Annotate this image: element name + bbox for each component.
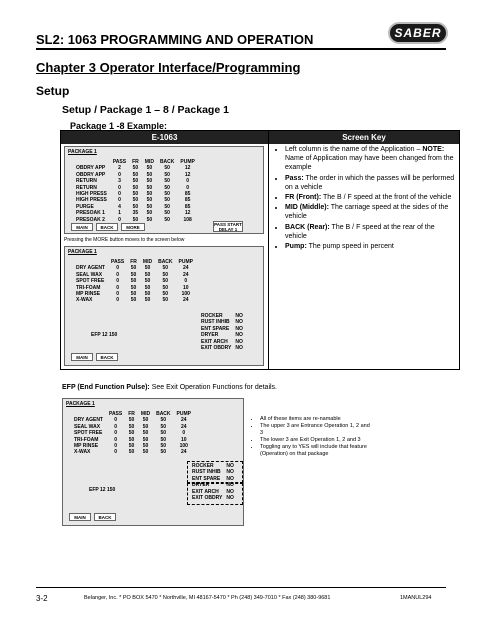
back-value[interactable]: 50 (160, 430, 167, 437)
application-name[interactable]: MP RINSE (76, 291, 101, 298)
key-item: • Pump: The pump speed in percent (285, 242, 455, 251)
application-name[interactable]: RETURN (76, 184, 97, 191)
application-name[interactable]: SPOT FREE (74, 430, 103, 437)
mid-value[interactable]: 50 (146, 165, 153, 172)
application-name[interactable]: SPOT FREE (76, 278, 105, 285)
bullet-item: • The upper 3 are Entrance Operation 1, 2 and 3 (260, 423, 370, 437)
screen1-grid (73, 159, 198, 223)
back-value[interactable]: 50 (164, 184, 170, 191)
fr-value[interactable]: 50 (132, 178, 139, 185)
main-button[interactable]: MAIN (71, 223, 93, 231)
section-heading: Setup (36, 84, 70, 98)
package-screen-3 (62, 398, 244, 526)
pump-value[interactable]: 24 (182, 271, 189, 278)
status-value[interactable]: NO (226, 469, 234, 476)
bullet-item: • Toggling any to YES will include that feature (Operation) on that package (260, 444, 370, 458)
back-value[interactable]: 50 (162, 265, 169, 272)
back-value[interactable]: 50 (164, 165, 170, 172)
pump-value[interactable]: 85 (184, 203, 191, 210)
key-item: • MID (Middle): The carriage speed at the sides of the vehicle (285, 203, 455, 221)
screen-title: PACKAGE 1 (68, 149, 97, 155)
status-value[interactable]: NO (226, 495, 234, 502)
application-name[interactable]: OBDRY APP (76, 171, 106, 178)
pump-value[interactable]: 0 (184, 278, 188, 285)
mid-value[interactable]: 50 (146, 203, 153, 210)
back-value[interactable]: 50 (164, 197, 170, 204)
application-name[interactable]: OBDRY APP (76, 165, 106, 172)
pass-value[interactable]: 0 (114, 423, 117, 430)
grid-header-cell: MID (140, 411, 151, 417)
pump-value[interactable]: 108 (183, 216, 192, 223)
pass-value[interactable]: 0 (116, 291, 119, 298)
pass-value[interactable]: 0 (114, 436, 117, 443)
status-value[interactable]: NO (235, 332, 243, 339)
status-label: EXIT ARCH (201, 338, 228, 345)
status-row[interactable] (199, 345, 245, 351)
pass-value[interactable]: 1 (118, 210, 121, 217)
pass-value[interactable]: 0 (118, 191, 121, 198)
fr-value[interactable]: 50 (128, 423, 135, 430)
fr-value[interactable]: 50 (128, 443, 135, 450)
application-name[interactable]: DRY AGENT (74, 417, 103, 424)
back-value[interactable]: 50 (164, 210, 170, 217)
table-row[interactable] (73, 297, 196, 303)
status-value[interactable]: NO (235, 345, 243, 352)
pass-value[interactable]: 0 (116, 284, 119, 291)
footer-divider (36, 587, 446, 588)
fr-value[interactable]: 50 (132, 197, 139, 204)
screen-column-header: E-1063 (61, 131, 268, 144)
pass-value[interactable]: 0 (118, 184, 121, 191)
status-value[interactable]: NO (235, 319, 243, 326)
mid-value[interactable]: 50 (142, 430, 149, 437)
application-name[interactable]: PURGE (76, 203, 94, 210)
status-label: EXIT OBDRY (192, 495, 223, 502)
pump-value[interactable]: 12 (184, 210, 191, 217)
application-name[interactable]: X-WAX (74, 449, 91, 456)
chapter-title: Chapter 3 Operator Interface/Programming (36, 60, 301, 75)
mid-value[interactable]: 50 (144, 265, 151, 272)
pump-value[interactable]: 85 (184, 197, 191, 204)
delay-value: 1 (234, 227, 238, 232)
grid-header-cell: MID (144, 159, 154, 165)
status-label: EXIT ARCH (192, 488, 219, 495)
efp-value[interactable]: EFP 12 150 (91, 332, 118, 338)
pass-start-label: PASS START (214, 222, 242, 227)
fr-value[interactable]: 50 (132, 184, 139, 191)
more-button[interactable]: MORE (121, 223, 145, 231)
application-name[interactable]: TRI-FOAM (74, 436, 99, 443)
fr-value[interactable]: 50 (132, 171, 139, 178)
pump-value[interactable]: 0 (186, 184, 189, 191)
grid-header-cell: FR (128, 411, 135, 417)
fr-value[interactable]: 50 (132, 216, 139, 223)
fr-value[interactable]: 50 (128, 449, 135, 456)
header-divider (36, 48, 446, 50)
mid-value[interactable]: 50 (146, 178, 153, 185)
status-label: EXIT OBDRY (201, 345, 232, 352)
pump-value[interactable]: 0 (182, 430, 186, 437)
pass-value[interactable]: 0 (114, 417, 117, 424)
pass-value[interactable]: 0 (114, 449, 117, 456)
mid-value[interactable]: 50 (146, 197, 153, 204)
mid-value[interactable]: 50 (146, 171, 153, 178)
more-button-note: Pressing the MORE button moves to the screen below (64, 237, 185, 243)
screen-key-column (269, 131, 459, 369)
back-value[interactable]: 50 (162, 291, 169, 298)
back-value[interactable]: 50 (164, 203, 170, 210)
pass-value[interactable]: 0 (118, 171, 121, 178)
key-note-text: Name of Application may have been changed from the example (285, 155, 454, 172)
grid-header-cell: PUMP (180, 159, 195, 165)
screen-column (61, 131, 269, 369)
manual-number: 1MANUL294 (400, 595, 432, 601)
saber-logo (388, 22, 448, 44)
application-name[interactable]: PRESOAK 1 (76, 210, 105, 217)
pump-value[interactable]: 12 (184, 171, 191, 178)
back-value[interactable]: 50 (164, 191, 170, 198)
pass-value[interactable]: 0 (116, 297, 119, 304)
mid-value[interactable]: 50 (146, 210, 153, 217)
pass-value[interactable]: 4 (118, 203, 121, 210)
main-button[interactable]: MAIN (69, 513, 91, 521)
application-name[interactable]: HIGH PRESS (76, 197, 107, 204)
application-name[interactable]: X-WAX (76, 297, 93, 304)
pass-value[interactable]: 0 (114, 430, 117, 437)
back-value[interactable]: 50 (162, 284, 169, 291)
pass-start-delay-field[interactable] (213, 221, 243, 232)
back-value[interactable]: 50 (160, 443, 167, 450)
status-value[interactable]: NO (235, 325, 243, 332)
mid-value[interactable]: 50 (146, 191, 153, 198)
mid-value[interactable]: 50 (142, 436, 149, 443)
application-name[interactable]: MP RINSE (74, 443, 99, 450)
pump-value[interactable]: 24 (180, 423, 187, 430)
example-label: Package 1 -8 Example: (70, 121, 168, 131)
key-item: • Pass: The order in which the passes will be performed on a vehicle (285, 174, 455, 192)
mid-value[interactable]: 50 (144, 297, 151, 304)
back-value[interactable]: 50 (164, 171, 170, 178)
grid-header-cell: BACK (156, 411, 171, 417)
mid-value[interactable]: 50 (144, 291, 151, 298)
status-value[interactable]: NO (226, 475, 234, 482)
back-value[interactable]: 50 (164, 178, 170, 185)
package-screen-1 (64, 146, 264, 234)
status-value[interactable]: NO (226, 463, 234, 469)
pump-value[interactable]: 100 (179, 443, 188, 450)
pump-value[interactable]: 0 (186, 178, 189, 185)
status-label: ROCKER (201, 313, 223, 319)
pump-value[interactable]: 10 (180, 436, 187, 443)
fr-value[interactable]: 50 (132, 191, 139, 198)
application-name[interactable]: PRESOAK 2 (76, 216, 105, 223)
pass-value[interactable]: 0 (116, 278, 119, 285)
example-table (60, 130, 460, 370)
status-label: ENT SPARE (201, 325, 230, 332)
fr-value[interactable]: 50 (130, 271, 137, 278)
pass-value[interactable]: 2 (118, 165, 121, 172)
pump-value[interactable]: 85 (184, 191, 191, 198)
status-label: DRYER (192, 482, 210, 489)
efp-description: EFP (End Function Pulse): See Exit Operation Functions for details. (62, 384, 277, 391)
mid-value[interactable]: 50 (142, 449, 149, 456)
page-header-title: SL2: 1063 PROGRAMMING AND OPERATION (36, 32, 314, 47)
logo-text: SABER (394, 26, 442, 40)
application-name[interactable]: SEAL WAX (76, 271, 103, 278)
mid-value[interactable]: 50 (142, 417, 149, 424)
application-name[interactable]: SEAL WAX (74, 423, 101, 430)
application-name[interactable]: TRI-FOAM (76, 284, 101, 291)
main-button[interactable]: MAIN (71, 353, 93, 361)
mid-value[interactable]: 50 (144, 278, 151, 285)
status-value[interactable]: NO (235, 313, 243, 319)
screen-key-header: Screen Key (269, 131, 459, 144)
fr-value[interactable]: 50 (128, 436, 135, 443)
key-item: • FR (Front): The B / F speed at the front of the vehicle (285, 193, 455, 202)
page-number: 3-2 (36, 594, 48, 603)
grid-header-cell: BACK (158, 259, 173, 265)
back-value[interactable]: 50 (162, 271, 169, 278)
efp-value[interactable]: EFP 12 150 (89, 487, 116, 493)
efp-bullet-list (250, 416, 370, 458)
table-row[interactable] (71, 449, 194, 455)
status-row[interactable] (199, 319, 245, 325)
back-button[interactable]: BACK (96, 353, 118, 361)
status-label: RUST INHIB (192, 469, 221, 476)
mid-value[interactable]: 50 (146, 184, 153, 191)
status-value[interactable]: NO (235, 338, 243, 345)
subsection-heading: Setup / Package 1 – 8 / Package 1 (62, 104, 229, 116)
grid-header-cell: PUMP (178, 259, 193, 265)
mid-value[interactable]: 50 (144, 271, 151, 278)
fr-value[interactable]: 50 (128, 417, 135, 424)
status-label: ROCKER (192, 463, 214, 469)
back-value[interactable]: 50 (160, 436, 167, 443)
grid-header-cell: BACK (159, 159, 175, 165)
grid-header-cell: MID (142, 259, 153, 265)
back-value[interactable]: 50 (160, 449, 167, 456)
back-value[interactable]: 50 (160, 417, 167, 424)
grid-header-cell: FR (132, 159, 139, 165)
mid-value[interactable]: 50 (142, 423, 149, 430)
fr-value[interactable]: 50 (130, 278, 137, 285)
pump-value[interactable]: 24 (182, 297, 189, 304)
screen-title: PACKAGE 1 (66, 401, 95, 407)
bullet-item: • All of these items are re-namable (260, 416, 370, 423)
grid-header-cell: FR (130, 259, 137, 265)
fr-value[interactable]: 50 (128, 430, 135, 437)
back-button[interactable]: BACK (94, 513, 116, 521)
delay-label: DELAY 1 (218, 227, 238, 232)
status-row[interactable] (190, 469, 236, 475)
fr-value[interactable]: 50 (130, 291, 137, 298)
back-value[interactable]: 50 (164, 216, 170, 223)
fr-value[interactable]: 50 (130, 284, 137, 291)
status-label: DRYER (201, 332, 219, 339)
pump-value[interactable]: 24 (180, 449, 187, 456)
grid-header-cell: PASS (110, 259, 125, 265)
status-label: RUST INHIB (201, 319, 230, 326)
package-screen-2 (64, 246, 264, 366)
key-note-bold: NOTE: (422, 146, 445, 153)
pass-value[interactable]: 0 (118, 216, 121, 223)
pump-value[interactable]: 100 (181, 291, 190, 298)
pump-value[interactable]: 24 (180, 417, 187, 424)
key-item: • Left column is the name of the Application – NOTE: Name of Application may have been changed from the example (285, 145, 455, 173)
application-name[interactable]: HIGH PRESS (76, 191, 107, 198)
back-value[interactable]: 50 (162, 278, 169, 285)
mid-value[interactable]: 50 (146, 216, 153, 223)
fr-value[interactable]: 35 (132, 210, 139, 217)
key-item: • BACK (Rear): The B / F speed at the rear of the vehicle (285, 223, 455, 241)
status-row[interactable] (190, 495, 236, 501)
application-name[interactable]: DRY AGENT (76, 265, 105, 272)
grid-header-cell: PUMP (176, 411, 191, 417)
pass-value[interactable]: 0 (114, 443, 117, 450)
pass-value[interactable]: 0 (118, 197, 121, 204)
operation-status-list (199, 313, 245, 351)
screen3-grid (71, 411, 194, 456)
screen-title: PACKAGE 1 (68, 249, 97, 255)
grid-header-cell: PASS (108, 411, 123, 417)
mid-value[interactable]: 50 (144, 284, 151, 291)
fr-value[interactable]: 50 (132, 165, 139, 172)
bullet-item: • The lower 3 are Exit Operation 1, 2 and 3 (260, 437, 370, 444)
pump-value[interactable]: 12 (184, 165, 191, 172)
footer-address: Belanger, Inc. * PO BOX 5470 * Northville, MI 48167-5470 * Ph (248) 349-7010 * Fax (248) 380-9681 (84, 595, 331, 601)
pass-value[interactable]: 0 (116, 271, 119, 278)
status-value[interactable]: NO (226, 488, 234, 495)
back-value[interactable]: 50 (160, 423, 167, 430)
fr-value[interactable]: 50 (130, 297, 137, 304)
pump-value[interactable]: 10 (182, 284, 189, 291)
grid-header-cell: PASS (112, 159, 127, 165)
status-label: ENT SPARE (192, 475, 221, 482)
fr-value[interactable]: 50 (132, 203, 139, 210)
pass-value[interactable]: 0 (116, 265, 119, 272)
back-value[interactable]: 50 (162, 297, 169, 304)
fr-value[interactable]: 50 (130, 265, 137, 272)
application-name[interactable]: RETURN (76, 178, 97, 185)
pass-value[interactable]: 3 (118, 178, 121, 185)
status-value[interactable]: NO (226, 482, 234, 489)
back-button[interactable]: BACK (96, 223, 118, 231)
screen-key-list (275, 145, 455, 252)
operation-status-list (190, 463, 236, 501)
pump-value[interactable]: 24 (182, 265, 189, 272)
mid-value[interactable]: 50 (142, 443, 149, 450)
screen2-grid (73, 259, 196, 304)
